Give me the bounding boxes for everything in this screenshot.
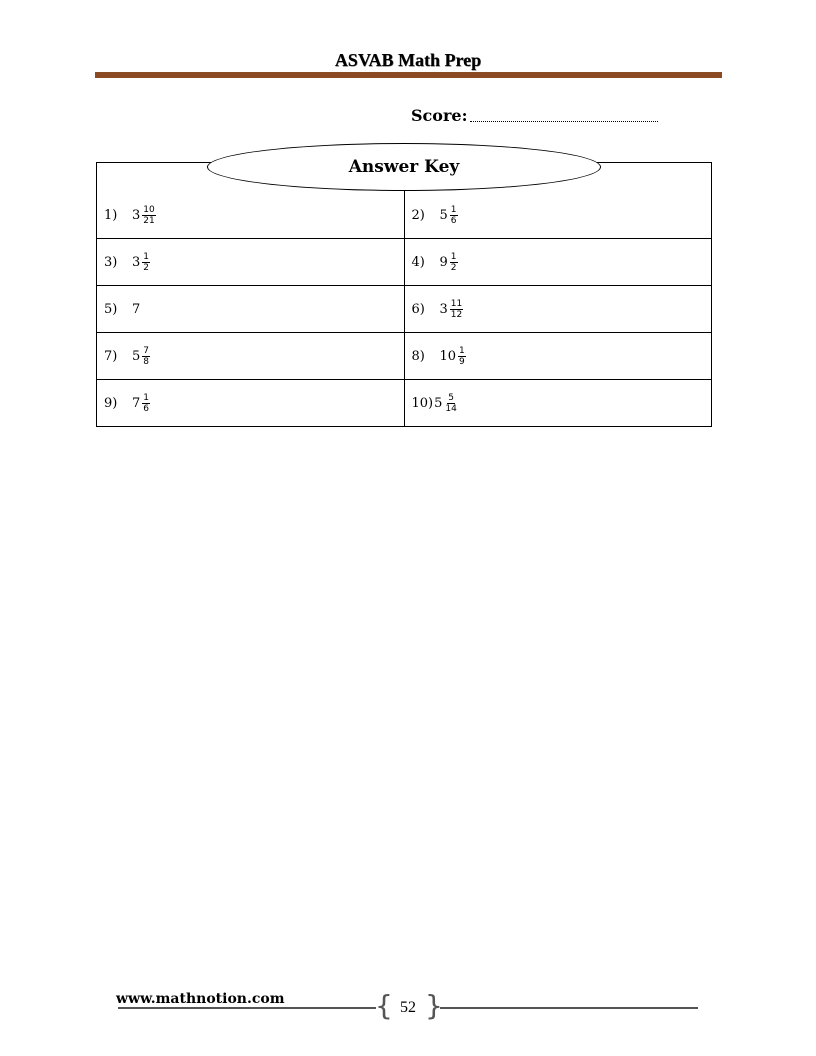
page-header-title: ASVAB Math Prep — [334, 50, 482, 70]
fraction-denominator: 21 — [143, 215, 155, 226]
table-row — [97, 192, 712, 239]
answer-number: 9) — [104, 395, 118, 411]
answer-cell — [97, 192, 405, 239]
answer-fraction — [450, 205, 458, 226]
answer-whole: 7 — [132, 301, 141, 317]
table-row — [97, 286, 712, 333]
fraction-numerator: 5 — [448, 392, 454, 403]
answer-whole: 5 — [434, 395, 443, 411]
fraction-numerator: 1 — [143, 251, 150, 262]
table-row — [97, 333, 712, 380]
fraction-denominator: 6 — [143, 403, 150, 414]
fraction-numerator: 11 — [450, 298, 463, 309]
answer-whole: 7 — [132, 395, 141, 411]
answer-whole: 3 — [439, 301, 448, 317]
fraction-denominator: 2 — [143, 262, 150, 273]
fraction-denominator: 9 — [459, 356, 465, 367]
fraction-denominator: 14 — [445, 403, 457, 414]
footer-rule-right — [440, 1007, 698, 1009]
answer-whole: 10 — [439, 348, 457, 364]
left-brace-icon: { — [375, 989, 393, 1022]
answer-fraction — [450, 299, 463, 320]
answer-fraction — [444, 393, 457, 414]
footer-website-url: www.mathnotion.com — [116, 991, 285, 1007]
answer-whole: 9 — [439, 254, 448, 270]
answer-whole: 5 — [439, 207, 448, 223]
answer-fraction — [450, 252, 458, 273]
answer-number: 1) — [104, 207, 118, 223]
answer-cell — [97, 333, 405, 380]
fraction-numerator: 10 — [143, 204, 155, 215]
fraction-numerator: 1 — [450, 204, 457, 215]
answer-number: 6) — [411, 301, 425, 317]
fraction-denominator: 12 — [450, 309, 463, 320]
answer-cell — [97, 286, 405, 333]
answer-number: 10) — [411, 395, 434, 411]
answer-fraction — [142, 393, 150, 414]
answer-number: 2) — [411, 207, 425, 223]
fraction-numerator: 7 — [143, 345, 150, 356]
answer-cell — [404, 380, 712, 427]
answer-key-title: Answer Key — [348, 157, 460, 177]
fraction-numerator: 1 — [450, 251, 457, 262]
answer-whole: 3 — [132, 207, 141, 223]
score-blank-line — [470, 121, 658, 122]
fraction-numerator: 1 — [143, 392, 150, 403]
table-row — [97, 239, 712, 286]
fraction-denominator: 2 — [450, 262, 457, 273]
page-number: 52 — [400, 999, 416, 1016]
answer-fraction — [458, 346, 466, 367]
footer-rule-left — [118, 1007, 376, 1009]
fraction-denominator: 8 — [143, 356, 150, 367]
answer-fraction — [142, 205, 155, 226]
answer-cell — [97, 239, 405, 286]
answer-cell — [404, 192, 712, 239]
answer-number: 3) — [104, 254, 118, 270]
answer-fraction — [142, 346, 150, 367]
answer-whole: 3 — [132, 254, 141, 270]
answer-cell — [404, 239, 712, 286]
answer-whole: 5 — [132, 348, 141, 364]
answer-number: 4) — [411, 254, 425, 270]
fraction-numerator: 1 — [459, 345, 465, 356]
answer-fraction — [142, 252, 150, 273]
right-brace-icon: } — [425, 989, 443, 1022]
answer-number: 7) — [104, 348, 118, 364]
answer-cell — [404, 333, 712, 380]
score-label: Score: — [411, 106, 468, 125]
table-row — [97, 380, 712, 427]
answer-cell — [404, 286, 712, 333]
answer-key-table — [96, 162, 712, 427]
header-rule — [95, 72, 722, 78]
fraction-denominator: 6 — [450, 215, 457, 226]
answer-key-title-oval — [207, 143, 601, 191]
answer-number: 8) — [411, 348, 425, 364]
answer-number: 5) — [104, 301, 118, 317]
answer-cell — [97, 380, 405, 427]
